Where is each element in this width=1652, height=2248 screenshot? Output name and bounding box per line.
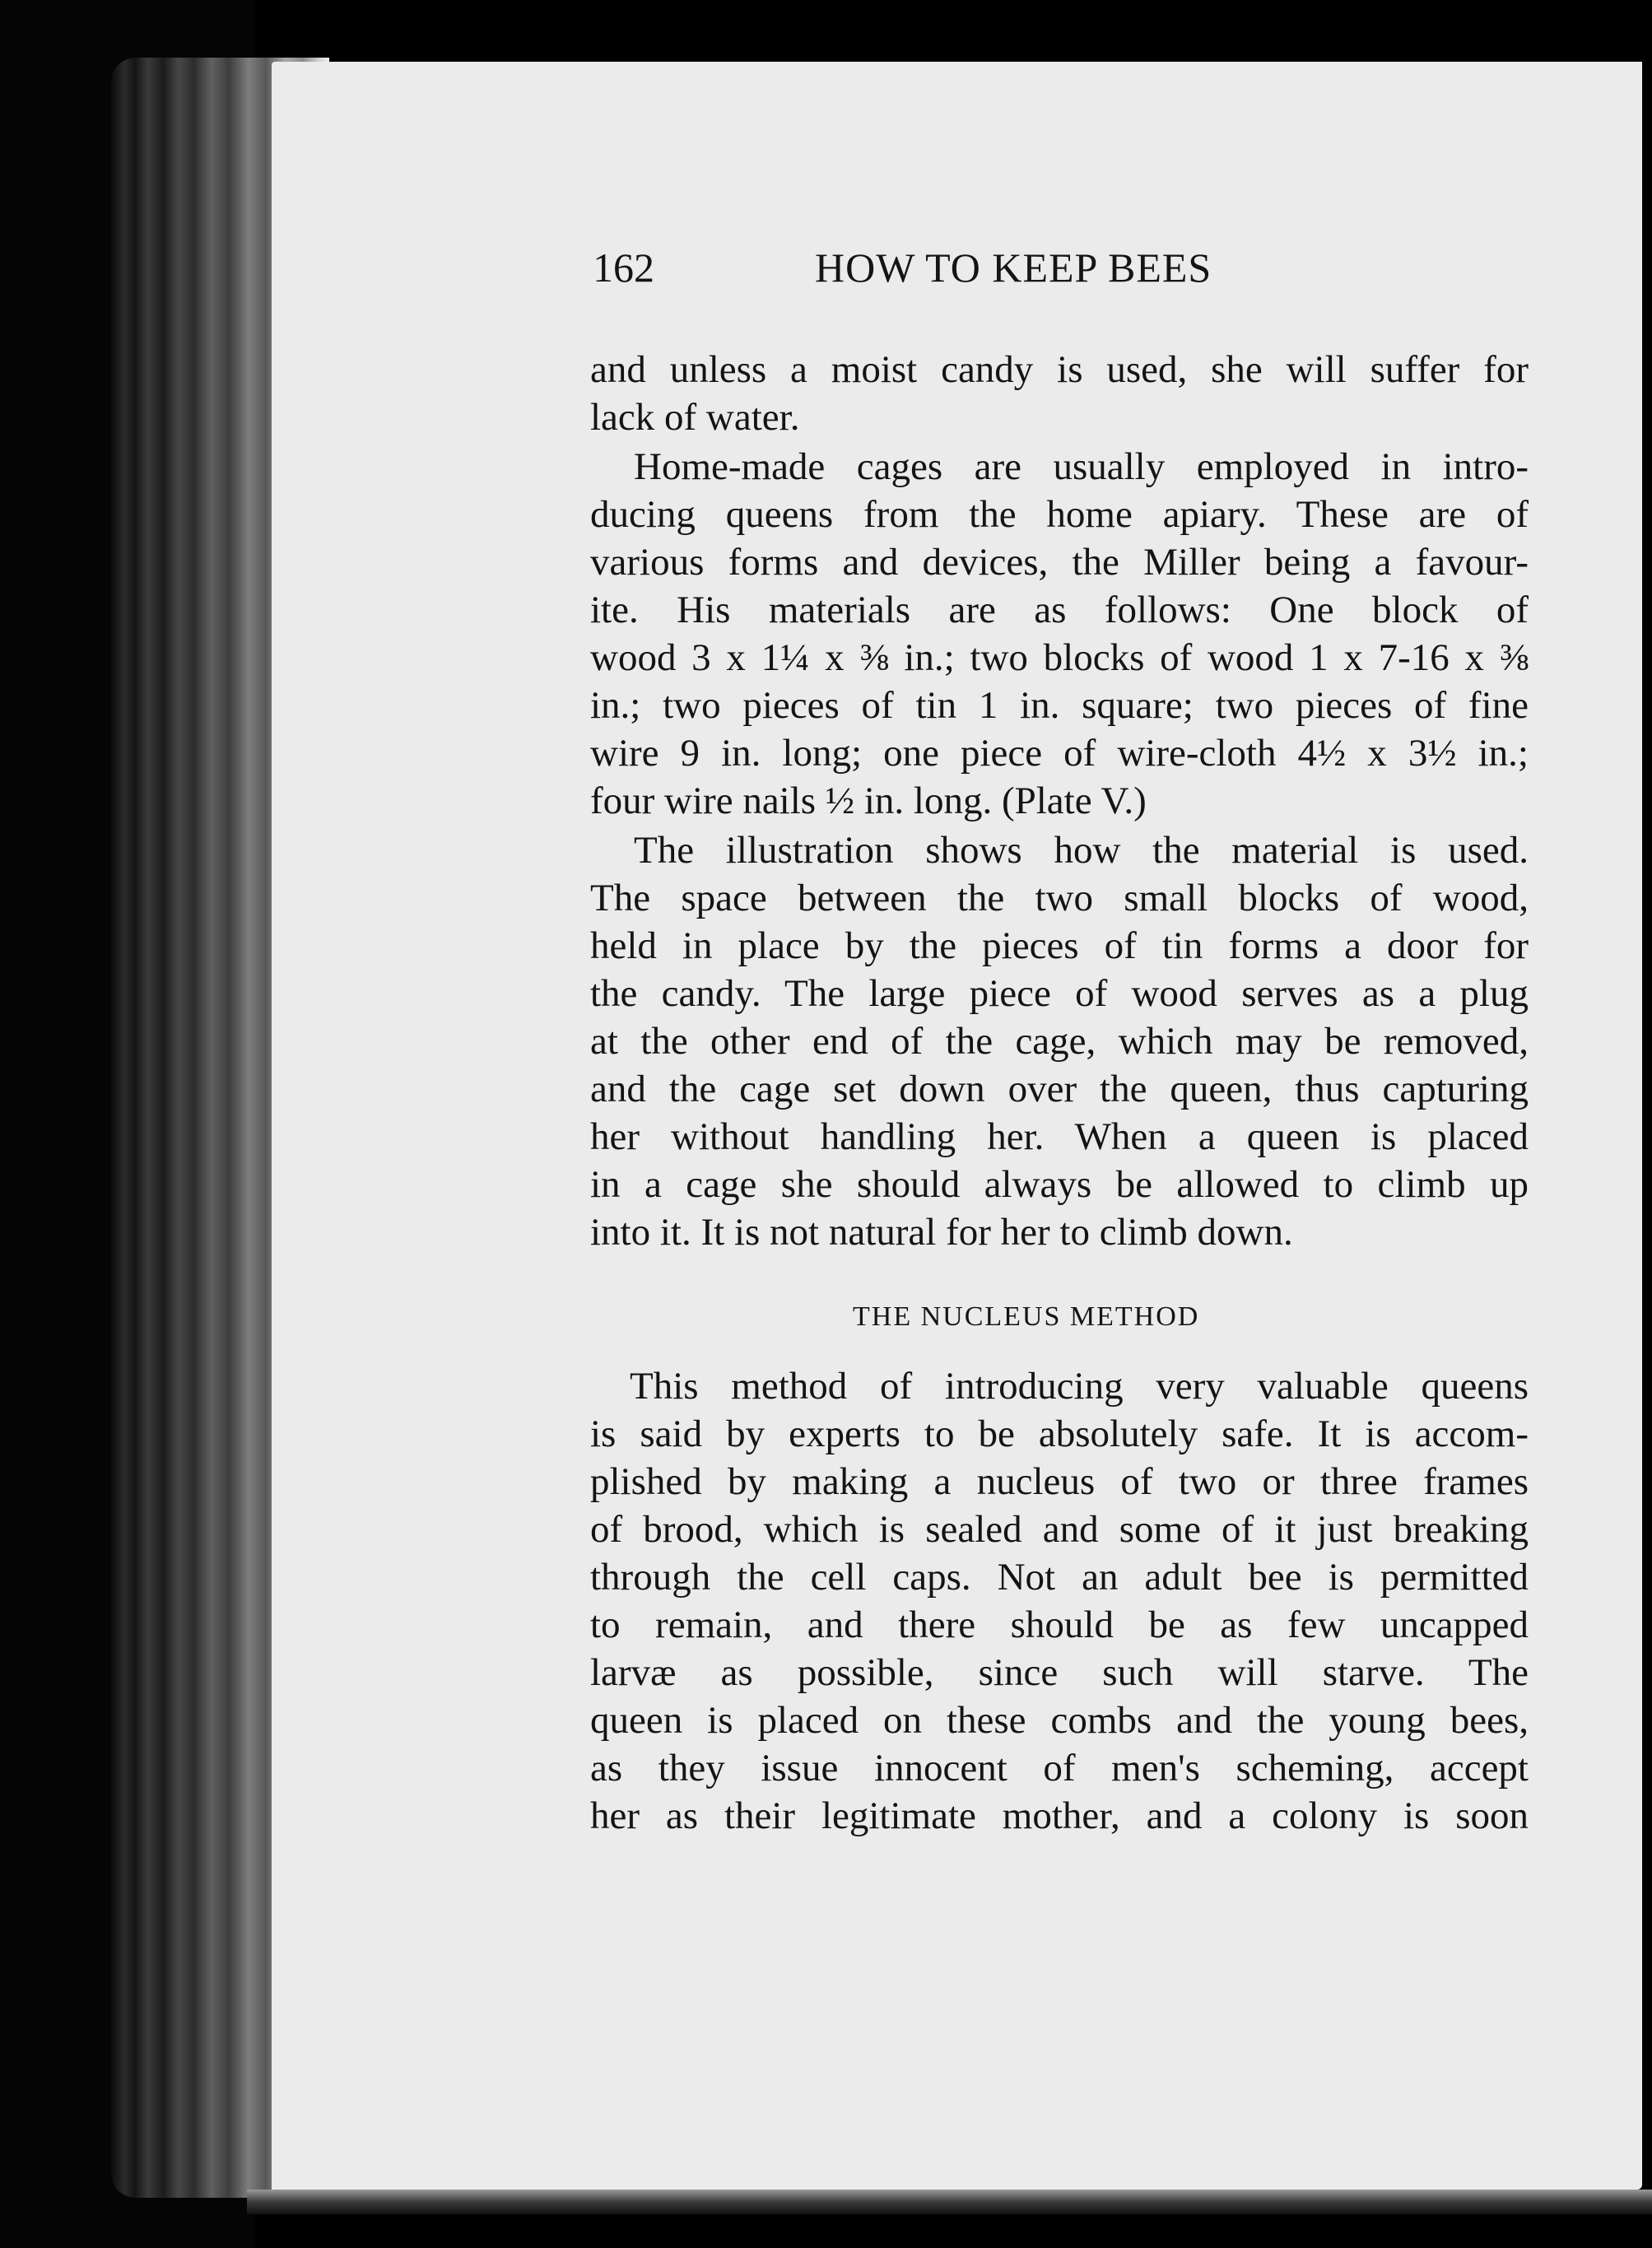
- page-header: [593, 243, 1309, 292]
- text-line: The space between the two small blocks of wood,: [590, 877, 1529, 919]
- text-line: This method of introducing very valuable queens: [630, 1365, 1529, 1408]
- text-line: wood 3 x 1¼ x ⅜ in.; two blocks of wood 1 x 7-16 x ⅜: [590, 636, 1529, 679]
- text-line: queen is placed on these combs and the young bees,: [590, 1699, 1529, 1742]
- text-line: The illustration shows how the material is used.: [634, 829, 1529, 872]
- text-line: held in place by the pieces of tin forms a door for: [590, 924, 1529, 967]
- text-line: plished by making a nucleus of two or three frames: [590, 1460, 1529, 1503]
- text-line: and unless a moist candy is used, she will suffer for: [590, 348, 1529, 391]
- text-line: of brood, which is sealed and some of it just breaking: [590, 1508, 1529, 1551]
- text-line: as they issue innocent of men's scheming, accept: [590, 1747, 1529, 1790]
- text-line: into it. It is not natural for her to climb down.: [590, 1211, 1293, 1254]
- text-line: ducing queens from the home apiary. These are of: [590, 493, 1529, 536]
- text-line: in a cage she should always be allowed to climb up: [590, 1163, 1529, 1206]
- text-line: is said by experts to be absolutely safe. It is accom-: [590, 1413, 1529, 1455]
- page-bottom-edge: [247, 2190, 1652, 2214]
- text-line: lack of water.: [590, 396, 800, 439]
- running-title: HOW TO KEEP BEES: [815, 244, 1212, 291]
- text-line: her as their legitimate mother, and a colony is soon: [590, 1794, 1529, 1837]
- text-line: various forms and devices, the Miller being a favour-: [590, 541, 1529, 584]
- page-number: 162: [593, 244, 654, 291]
- text-line: at the other end of the cage, which may be removed,: [590, 1020, 1529, 1063]
- text-line: through the cell caps. Not an adult bee is permitted: [590, 1556, 1529, 1599]
- text-line: wire 9 in. long; one piece of wire-cloth 4½ x 3½ in.;: [590, 732, 1529, 775]
- text-line: her without handling her. When a queen is placed: [590, 1115, 1529, 1158]
- text-line: larvæ as possible, since such will starve. The: [590, 1651, 1529, 1694]
- text-line: four wire nails ½ in. long. (Plate V.): [590, 780, 1147, 822]
- text-line: and the cage set down over the queen, thus capturing: [590, 1068, 1529, 1110]
- text-line: Home-made cages are usually employed in intro-: [634, 445, 1529, 488]
- text-line: in.; two pieces of tin 1 in. square; two pieces of fine: [590, 684, 1529, 727]
- text-line: the candy. The large piece of wood serves as a plug: [590, 972, 1529, 1015]
- section-heading: THE NUCLEUS METHOD: [853, 1301, 1200, 1332]
- text-line: to remain, and there should be as few uncapped: [590, 1603, 1529, 1646]
- text-line: ite. His materials are as follows: One block of: [590, 589, 1529, 631]
